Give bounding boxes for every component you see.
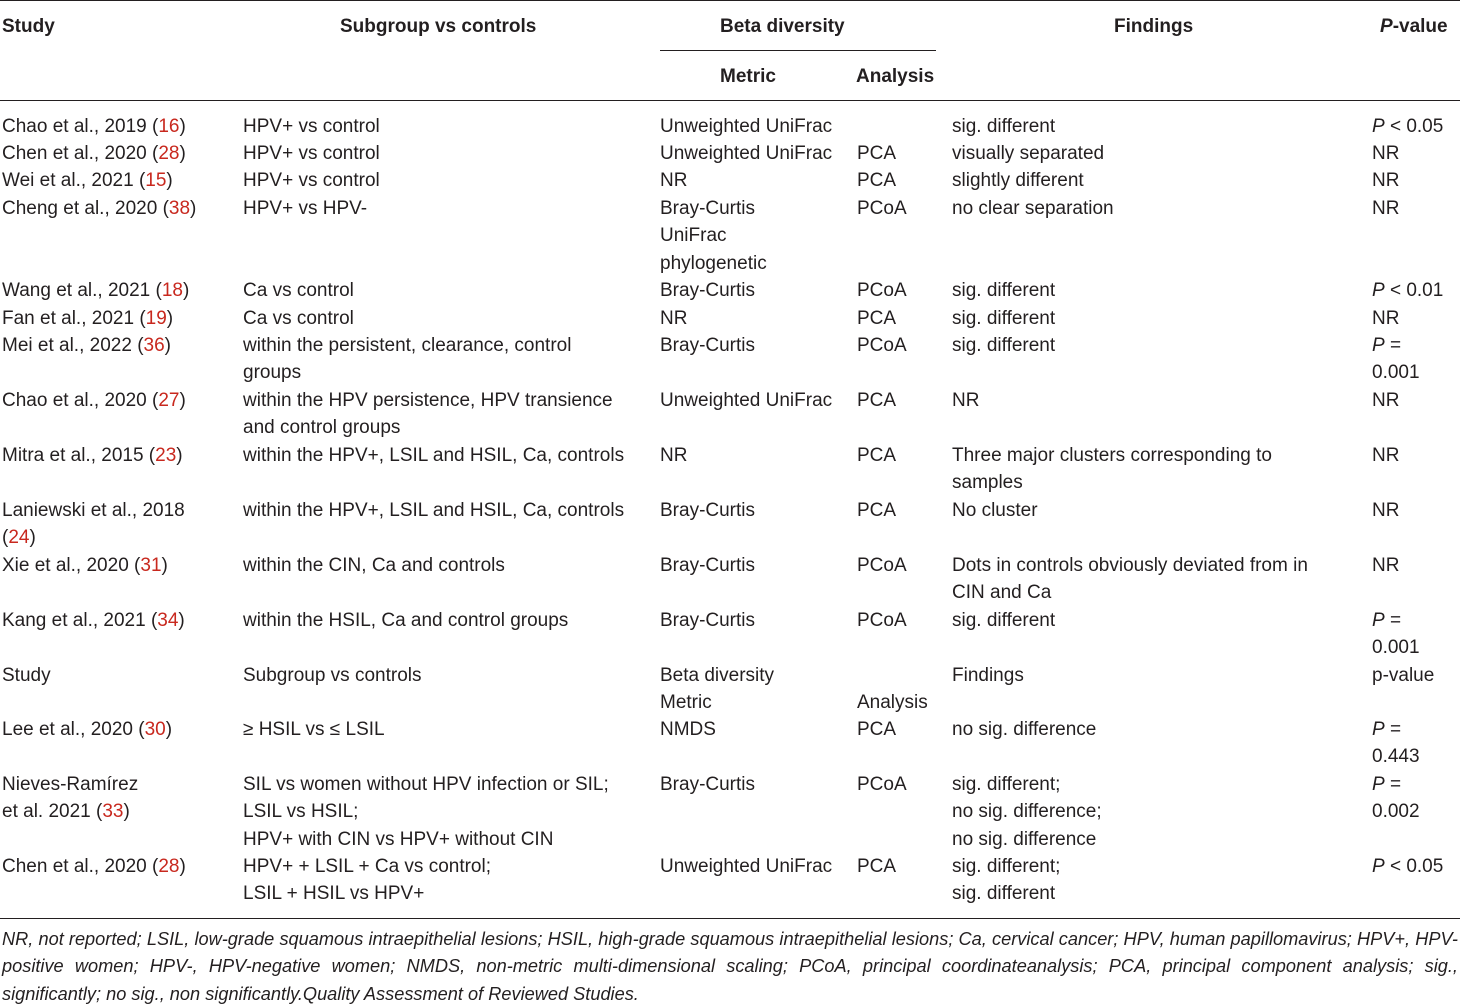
reference-link[interactable]: 33 [102,801,124,823]
cell-analysis [857,716,947,743]
study-text: Lee et al., 2020 (30) [2,719,173,740]
top-rule [0,0,1460,1]
cell-study [2,195,232,222]
analysis-text: PCA [857,500,897,521]
cell-findings [952,853,1352,908]
p-symbol: P [1372,280,1385,301]
pvalue-text: P < 0.05 [1372,116,1444,137]
analysis-text: PCA [857,308,897,329]
pvalue-text: NR [1372,308,1400,329]
cell-pvalue [1372,195,1458,222]
cell-study [2,716,232,743]
analysis-text: PCA [857,143,897,164]
subgroup-text: HPV+ vs HPV- [243,198,368,219]
cell-pvalue [1372,113,1458,140]
cell-findings [952,662,1352,689]
study-text: Kang et al., 2021 (34) [2,610,185,631]
analysis-text: PCA [857,170,897,191]
pvalue-text: NR [1372,445,1400,466]
study-text: Chao et al., 2020 (27) [2,390,186,411]
cell-findings [952,305,1352,332]
cell-analysis [857,140,947,167]
cell-findings [952,552,1352,607]
pvalue-text: p-value [1372,665,1435,686]
cell-analysis [857,662,947,717]
reference-link[interactable]: 19 [145,308,167,329]
reference-link[interactable]: 30 [144,719,166,740]
findings-text: no sig. difference [952,719,1097,740]
cell-pvalue [1372,442,1458,469]
cell-study [2,140,232,167]
findings-text: CIN and Ca [952,582,1052,604]
cell-subgroup [243,552,648,579]
cell-metric [660,497,850,524]
findings-text: sig. different [952,610,1056,631]
header-pvalue [1380,13,1448,40]
cell-analysis [857,305,947,332]
cell-study [2,332,232,359]
subgroup-text: HPV+ + LSIL + Ca vs control; [243,856,492,877]
cell-subgroup [243,662,648,689]
findings-text: no sig. difference; [952,801,1102,823]
findings-text: sig. different [952,883,1056,905]
analysis-text: PCA [857,390,897,411]
cell-study [2,387,232,414]
reference-link[interactable]: 34 [157,610,179,631]
pvalue-text: NR [1372,170,1400,191]
cell-metric [660,277,850,304]
metric-text: Metric [660,692,712,714]
metric-text: Unweighted UniFrac [660,856,833,877]
header-analysis: Analysis [856,66,935,87]
cell-subgroup [243,277,648,304]
reference-link[interactable]: 31 [140,555,162,576]
pvalue-text: NR [1372,143,1400,164]
study-text: Study [2,665,51,686]
pvalue-text: NR [1372,198,1400,219]
reference-link[interactable]: 28 [158,856,180,877]
analysis-text: PCoA [857,774,907,795]
cell-pvalue [1372,305,1458,332]
cell-findings [952,277,1352,304]
subgroup-text: HPV+ with CIN vs HPV+ without CIN [243,828,554,850]
cell-metric [660,853,850,880]
cell-pvalue [1372,167,1458,194]
cell-metric [660,140,850,167]
study-text: Cheng et al., 2020 (38) [2,198,197,219]
findings-text: No cluster [952,500,1038,521]
table-bottom-rule [0,918,1460,919]
reference-link[interactable]: 38 [168,198,191,219]
findings-text: samples [952,472,1023,494]
study-text: Wang et al., 2021 (18) [2,280,190,301]
cell-pvalue [1372,552,1458,579]
findings-text: sig. different [952,280,1056,301]
cell-findings [952,771,1352,853]
metric-text: phylogenetic [660,252,767,274]
subgroup-text: within the HPV+, LSIL and HSIL, Ca, controls [243,445,625,466]
subgroup-text: LSIL + HSIL vs HPV+ [243,883,425,905]
subgroup-text: HPV+ vs control [243,116,380,137]
metric-text: NR [660,445,688,466]
subgroup-text: HPV+ vs control [243,170,380,191]
reference-link[interactable]: 23 [155,445,177,466]
cell-pvalue [1372,140,1458,167]
findings-text: sig. different [952,116,1056,137]
reference-link[interactable]: 15 [145,170,167,191]
subgroup-text: within the CIN, Ca and controls [243,555,505,576]
cell-subgroup [243,853,648,908]
study-text: Chen et al., 2020 (28) [2,143,186,164]
analysis-text: PCoA [857,280,907,301]
metric-text: Bray-Curtis [660,610,756,631]
header-study: Study [2,16,55,37]
metric-text: Bray-Curtis [660,335,756,356]
cell-pvalue [1372,771,1458,826]
cell-analysis [857,277,947,304]
cell-pvalue [1372,277,1458,304]
findings-text: Findings [952,665,1024,686]
pvalue-text: P = [1372,610,1402,631]
metric-text: Beta diversity [660,665,775,686]
study-text: Fan et al., 2021 (19) [2,308,174,329]
subgroup-text: Subgroup vs controls [243,665,422,686]
pvalue-text: 0.001 [1372,637,1420,659]
subgroup-text: Ca vs control [243,280,354,301]
cell-findings [952,716,1352,743]
cell-subgroup [243,771,648,853]
cell-metric [660,113,850,140]
study-text: Nieves-Ramírez [2,774,139,795]
cell-analysis [857,853,947,880]
subgroup-text: ≥ HSIL vs ≤ LSIL [243,719,385,740]
cell-analysis [857,442,947,469]
cell-study [2,277,232,304]
pvalue-text: NR [1372,555,1400,576]
cell-metric [660,332,850,359]
cell-subgroup [243,387,648,442]
cell-analysis [857,332,947,359]
cell-study [2,442,232,469]
analysis-text: PCoA [857,198,907,219]
analysis-text: PCoA [857,610,907,631]
cell-analysis [857,387,947,414]
subgroup-text: within the HPV persistence, HPV transience [243,390,613,411]
findings-text: no clear separation [952,198,1114,219]
cell-findings [952,332,1352,359]
cell-metric [660,305,850,332]
findings-text: no sig. difference [952,828,1097,850]
cell-analysis [857,167,947,194]
p-symbol: P [1372,856,1385,877]
cell-metric [660,771,850,798]
cell-study [2,552,232,579]
reference-link[interactable]: 24 [8,527,30,549]
subgroup-text: within the persistent, clearance, control [243,335,572,356]
findings-text: visually separated [952,143,1105,164]
p-symbol: P [1372,335,1385,356]
pvalue-text: P = [1372,719,1402,740]
pvalue-text: NR [1372,390,1400,411]
metric-text: NR [660,308,688,329]
analysis-text [857,113,947,140]
findings-text: sig. different; [952,774,1061,795]
cell-study [2,662,232,689]
study-text: (24) [2,527,36,549]
cell-metric [660,662,850,717]
study-text: Chen et al., 2020 (28) [2,856,186,877]
cell-study [2,305,232,332]
cell-analysis [857,771,947,798]
subgroup-text: LSIL vs HSIL; [243,801,359,823]
cell-metric [660,195,850,277]
findings-text: sig. different [952,335,1056,356]
cell-study [2,113,232,140]
cell-findings [952,387,1352,414]
subgroup-text: HPV+ vs control [243,143,380,164]
reference-link[interactable]: 18 [161,280,183,301]
metric-text: NR [660,170,688,191]
cell-subgroup [243,167,648,194]
cell-study [2,853,232,880]
cell-study [2,771,232,826]
cell-subgroup [243,305,648,332]
analysis-text: PCoA [857,335,907,356]
header-pvalue-rest: -value [1392,16,1448,37]
cell-subgroup [243,332,648,387]
cell-subgroup [243,140,648,167]
analysis-text [857,662,947,689]
pvalue-text: P < 0.05 [1372,856,1444,877]
cell-study [2,607,232,634]
cell-findings [952,140,1352,167]
findings-text: slightly different [952,170,1084,191]
cell-pvalue [1372,497,1458,524]
cell-metric [660,552,850,579]
study-text: Wei et al., 2021 (15) [2,170,173,191]
p-symbol: P [1372,116,1385,137]
pvalue-text: P = [1372,335,1402,356]
cell-subgroup [243,113,648,140]
cell-findings [952,167,1352,194]
study-text: Mei et al., 2022 (36) [2,335,171,356]
cell-study [2,497,232,552]
findings-text: sig. different [952,308,1056,329]
pvalue-text: P < 0.01 [1372,280,1444,301]
subgroup-text: and control groups [243,417,401,439]
cell-pvalue [1372,607,1458,662]
metric-text: Unweighted UniFrac [660,143,833,164]
cell-metric [660,716,850,743]
cell-findings [952,113,1352,140]
cell-pvalue [1372,716,1458,771]
subgroup-text: Ca vs control [243,308,354,329]
reference-link[interactable]: 36 [143,335,165,356]
header-pvalue-italic: P [1380,16,1393,37]
p-symbol: P [1372,774,1385,795]
cell-findings [952,497,1352,524]
cell-subgroup [243,497,648,524]
reference-link[interactable]: 27 [158,390,180,411]
p-symbol: P [1372,719,1385,740]
cell-metric [660,442,850,469]
cell-metric [660,167,850,194]
cell-analysis [857,497,947,524]
analysis-text: PCA [857,856,897,877]
metric-text: NMDS [660,719,716,740]
metric-text: Bray-Curtis [660,774,756,795]
beta-diversity-subrule [660,50,936,51]
pvalue-text: P = [1372,774,1402,795]
cell-findings [952,607,1352,634]
header-bottom-rule [0,100,1460,101]
pvalue-text: 0.443 [1372,746,1420,768]
metric-text: UniFrac [660,225,727,247]
cell-pvalue [1372,332,1458,387]
metric-text: Bray-Curtis [660,555,756,576]
cell-metric [660,387,850,414]
cell-metric [660,607,850,634]
analysis-text: Analysis [857,692,928,714]
study-text: Xie et al., 2020 (31) [2,555,168,576]
subgroup-text: SIL vs women without HPV infection or SIL; [243,774,609,795]
cell-subgroup [243,195,648,222]
cell-subgroup [243,442,648,469]
cell-pvalue [1372,853,1458,880]
metric-text: Unweighted UniFrac [660,116,833,137]
cell-analysis [857,552,947,579]
findings-text: Three major clusters corresponding to [952,445,1272,466]
subgroup-text: groups [243,362,302,384]
cell-subgroup [243,716,648,743]
cell-pvalue [1372,662,1458,689]
cell-analysis [857,607,947,634]
analysis-text: PCoA [857,555,907,576]
cell-subgroup [243,607,648,634]
analysis-text: PCA [857,445,897,466]
study-text: Mitra et al., 2015 (23) [2,445,183,466]
pvalue-text: 0.001 [1372,362,1420,384]
analysis-text: PCA [857,719,897,740]
cell-study [2,167,232,194]
cell-pvalue [1372,387,1458,414]
reference-link[interactable]: 28 [158,143,180,164]
study-text: et al. 2021 (33) [2,801,130,823]
cell-analysis [857,195,947,222]
study-text: Chao et al., 2019 (16) [2,116,186,137]
metric-text: Bray-Curtis [660,280,756,301]
reference-link[interactable]: 16 [158,116,180,137]
pvalue-text: NR [1372,500,1400,521]
cell-findings [952,442,1352,497]
p-symbol: P [1372,610,1385,631]
footnote: NR, not reported; LSIL, low-grade squamous intraepithelial lesions; HSIL, high-grade squamous intraepithelial lesions; Ca, cervical cancer; HPV, human papillomavirus; HPV+, HPV-positive women; HPV-, HPV-negative women; NMDS, non-metric multi-dimensional scaling; PCoA, principal coordinateanalysis; PCA, principal component analysis; sig., significantly; no sig., non significantly.Quality Assessment of Reviewed Studies. [2,929,1458,1004]
cell-analysis [857,113,947,140]
findings-text: Dots in controls obviously deviated from in [952,555,1308,576]
metric-text: Bray-Curtis [660,500,756,521]
study-text: Laniewski et al., 2018 [2,500,185,521]
metric-text: Bray-Curtis [660,198,756,219]
header-beta-diversity: Beta diversity [720,16,845,37]
cell-findings [952,195,1352,222]
header-subgroup: Subgroup vs controls [340,16,537,37]
subgroup-text: within the HSIL, Ca and control groups [243,610,569,631]
pvalue-text: 0.002 [1372,801,1420,823]
metric-text: Unweighted UniFrac [660,390,833,411]
header-findings: Findings [1114,16,1194,37]
findings-text: sig. different; [952,856,1061,877]
findings-text: NR [952,390,980,411]
header-metric: Metric [720,66,776,87]
subgroup-text: within the HPV+, LSIL and HSIL, Ca, controls [243,500,625,521]
